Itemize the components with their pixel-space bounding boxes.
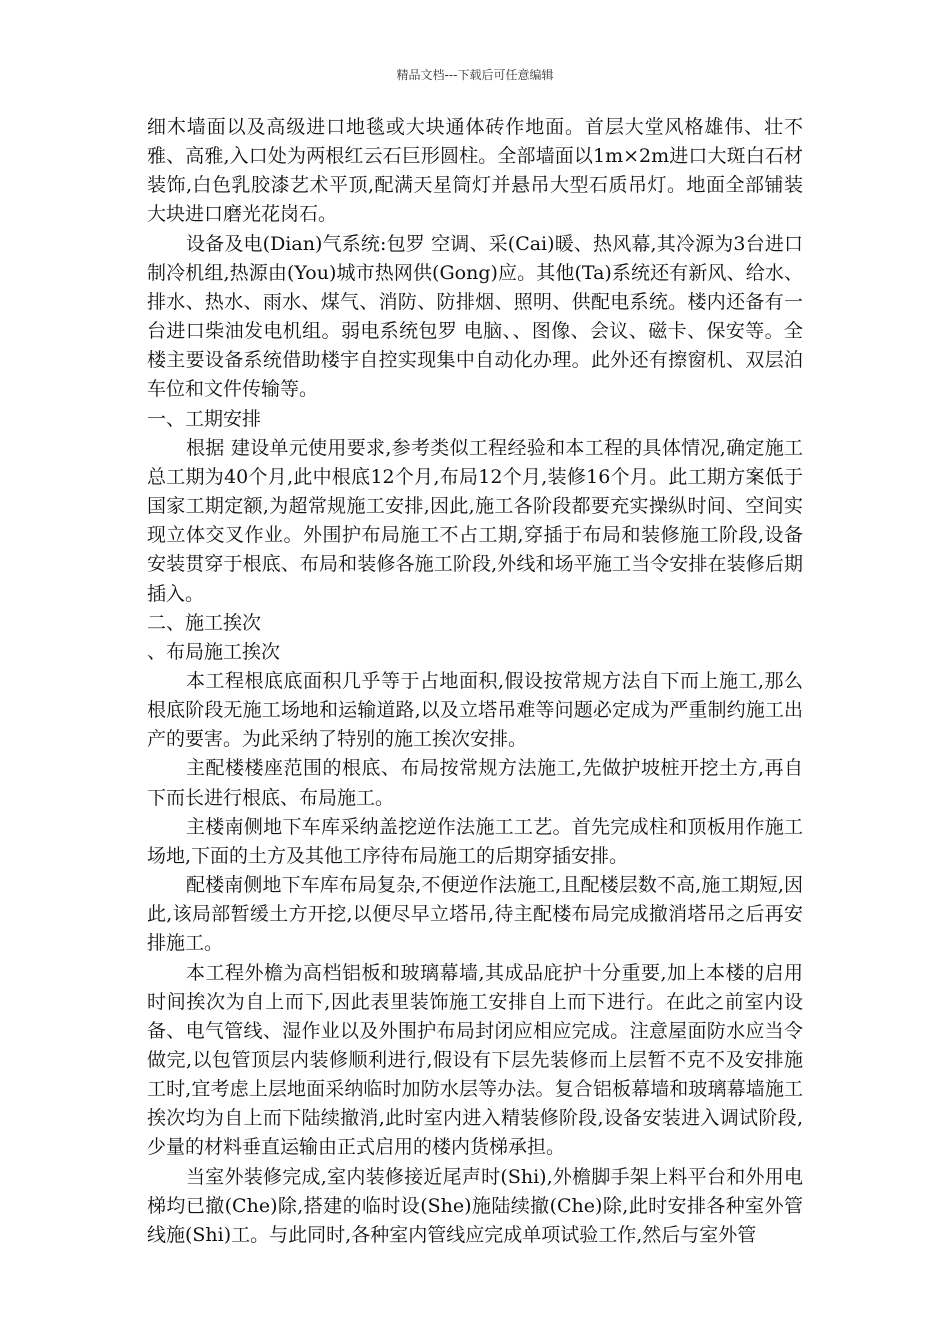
paragraph-2: 设备及电(Dian)气系统:包罗 空调、采(Cai)暖、热风幕,其冷源为3台进口制冷机组,热源由(You)城市热网供(Gong)应。其他(Ta)系统还有新风、给水、排水、热水、雨水、煤气、消防、防排烟、照明、供配电系统。楼内还备有一台进口柴油发电机组。弱电系统包罗 电脑、、图像、会议、磁卡、保安等。全楼主要设备系统借助楼宇自控实现集中自动化办理。此外还有擦窗机、双层泊车位和文件传输等。 bbox=[147, 232, 803, 401]
paragraph-6: 主楼南侧地下车库采纳盖挖逆作法施工工艺。首先完成柱和顶板用作施工场地,下面的土方及其他工序待布局施工的后期穿插安排。 bbox=[147, 815, 803, 867]
document-body bbox=[147, 113, 803, 1250]
paragraph-3: 根据 建设单元使用要求,参考类似工程经验和本工程的具体情况,确定施工总工期为40个月,此中根底12个月,布局12个月,装修16个月。此工期方案低于国家工期定额,为超常规施工安排,因此,施工各阶段都要充实操纵时间、空间实现立体交叉作业。外围护布局施工不占工期,穿插于布局和装修施工阶段,设备安装贯穿于根底、布局和装修各施工阶段,外线和场平施工当令安排在装修后期插入。 bbox=[147, 436, 803, 605]
paragraph-8: 本工程外檐为高档铝板和玻璃幕墙,其成品庇护十分重要,加上本楼的启用时间挨次为自上而下,因此表里装饰施工安排自上而下进行。在此之前室内设备、电气管线、湿作业以及外围护布局封闭应相应完成。注意屋面防水应当令做完,以包管顶层内装修顺利进行,假设有下层先装修而上层暂不克不及安排施工时,宜考虑上层地面采纳临时加防水层等办法。复合铝板幕墙和玻璃幕墙施工挨次均为自上而下陆续撤消,此时室内进入精装修阶段,设备安装进入调试阶段,少量的材料垂直运输由正式启用的楼内货梯承担。 bbox=[147, 961, 803, 1159]
subsection-heading-1: 、布局施工挨次 bbox=[147, 640, 281, 663]
section-heading-1: 一、工期安排 bbox=[147, 407, 262, 430]
paragraph-1: 细木墙面以及高级进口地毯或大块通体砖作地面。首层大堂风格雄伟、壮不雅、高雅,入口处为两根红云石巨形圆柱。全部墙面以1m×2m进口大斑白石材装饰,白色乳胶漆艺术平顶,配满天星筒灯并悬吊大型石质吊灯。地面全部铺装大块进口磨光花岗石。 bbox=[147, 116, 803, 226]
section-heading-2: 二、施工挨次 bbox=[147, 611, 262, 634]
page-header: 精品文档---下载后可任意编辑 bbox=[396, 68, 554, 82]
paragraph-9: 当室外装修完成,室内装修接近尾声时(Shi),外檐脚手架上料平台和外用电梯均已撤(Che)除,搭建的临时设(She)施陆续撤(Che)除,此时安排各种室外管线施(Shi)工。与此同时,各种室内管线应完成单项试验工作,然后与室外管 bbox=[147, 1165, 803, 1246]
paragraph-5: 主配楼楼座范围的根底、布局按常规方法施工,先做护坡桩开挖土方,再自下而长进行根底、布局施工。 bbox=[147, 757, 803, 809]
paragraph-7: 配楼南侧地下车库布局复杂,不便逆作法施工,且配楼层数不高,施工期短,因此,该局部暂缓土方开挖,以便尽早立塔吊,待主配楼布局完成撤消塔吊之后再安排施工。 bbox=[147, 874, 803, 955]
paragraph-4: 本工程根底底面积几乎等于占地面积,假设按常规方法自下而上施工,那么根底阶段无施工场地和运输道路,以及立塔吊难等问题必定成为严重制约施工出产的要害。为此采纳了特别的施工挨次安排。 bbox=[147, 669, 803, 751]
